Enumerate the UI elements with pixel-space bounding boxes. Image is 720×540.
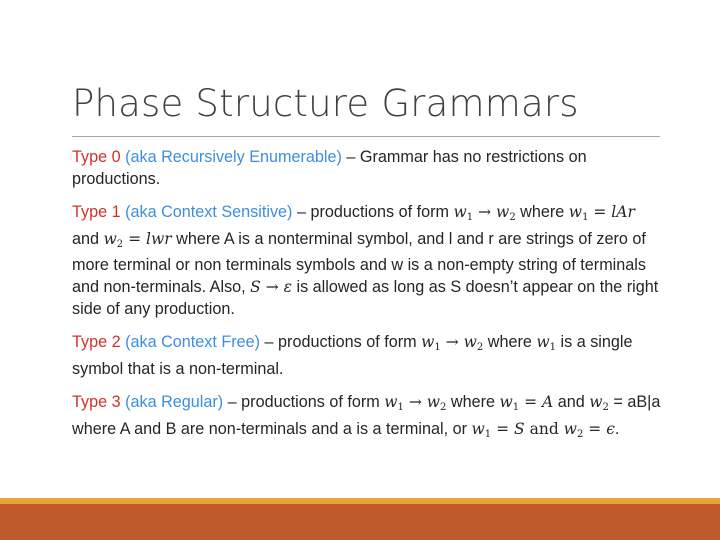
- type-1-text-a: – productions of form: [292, 203, 454, 222]
- type-2-formula-w1: $w_1$: [536, 333, 557, 354]
- type-2-text-a: – productions of form: [260, 333, 422, 352]
- type-3-paragraph: [72, 392, 662, 445]
- type-1-paragraph: [72, 202, 662, 320]
- title-divider: [72, 136, 660, 137]
- slide-body: [72, 147, 662, 458]
- type-3-text-b: where: [446, 393, 500, 412]
- type-1-label: Type 1: [72, 203, 121, 222]
- type-3-aka: (aka Regular): [125, 393, 224, 412]
- type-1-text-d: where A is a nonterminal symbol, and l and r are strings of zero of more terminal or non terminals symbols and w is a non-empty string of terminals and non-terminals. Also,: [72, 229, 646, 296]
- type-1-text-e: is allowed as long as S doesn’t appear on the right side of any production.: [72, 277, 659, 318]
- type-1-formula-empty: S → ε: [250, 277, 292, 296]
- type-3-text-c: and: [553, 393, 590, 412]
- type-1-formula-production: $w_1 \to w_2$: [453, 203, 516, 224]
- type-3-formula-start: $w_1 = S$ and $w_2 = \epsilon$: [471, 419, 615, 440]
- type-3-text-e: .: [614, 419, 620, 438]
- type-1-text-b: where: [515, 203, 569, 222]
- type-2-aka: (aka Context Free): [125, 333, 261, 352]
- slide-title: Phase Structure Grammars: [72, 82, 579, 125]
- type-2-formula-production: $w_1 \to w_2$: [421, 333, 484, 354]
- type-3-text-a: – productions of form: [223, 393, 385, 412]
- type-0-label: Type 0: [72, 148, 121, 166]
- type-2-label: Type 2: [72, 333, 121, 352]
- type-3-text-d: = aB|a where A and B are non-terminals and a is a terminal, or: [72, 393, 661, 438]
- footer-bar: [0, 504, 720, 540]
- type-0-text: – Grammar has no restrictions on productions.: [72, 148, 587, 188]
- type-0-aka: (aka Recursively Enumerable): [125, 148, 342, 166]
- type-1-formula-w2: $w_2$ = lwr: [103, 229, 172, 250]
- type-0-paragraph: [72, 147, 662, 190]
- type-3-formula-w2: $w_2$: [589, 393, 609, 414]
- type-3-label: Type 3: [72, 393, 121, 412]
- type-2-text-b: where: [483, 333, 537, 352]
- type-2-text-c: is a single symbol that is a non-terminal.: [72, 333, 633, 378]
- type-3-formula-w1: $w_1 = A$: [499, 393, 554, 414]
- type-1-aka: (aka Context Sensitive): [125, 203, 293, 222]
- type-1-formula-w1: $w_1$ = lAr: [568, 203, 635, 224]
- type-3-formula-production: $w_1 \to w_2$: [384, 393, 447, 414]
- type-2-paragraph: [72, 332, 662, 380]
- type-1-text-c: and: [72, 229, 104, 248]
